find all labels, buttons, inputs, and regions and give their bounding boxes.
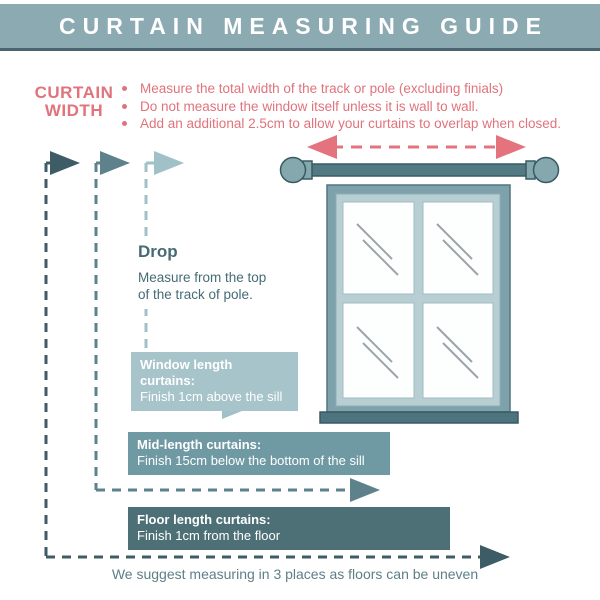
drop-title: Drop: [138, 242, 178, 261]
pole-finial-left: [281, 158, 306, 183]
window-length-title: Window length curtains:: [140, 357, 233, 388]
floor-length-body: Finish 1cm from the floor: [137, 528, 281, 543]
mid-length-box: [128, 432, 390, 475]
window-sill: [320, 412, 518, 423]
window-length-body: Finish 1cm above the sill: [140, 389, 283, 404]
page-title: CURTAIN MEASURING GUIDE: [59, 12, 548, 39]
floor-length-title: Floor length curtains:: [137, 512, 271, 527]
footer-note: We suggest measuring in 3 places as floors can be uneven: [111, 566, 479, 582]
window-illustration: [320, 185, 518, 423]
mid-length-body: Finish 15cm below the bottom of the sill: [137, 453, 365, 468]
drop-body-line2: of the track of pole.: [138, 286, 253, 302]
floor-length-box: [128, 507, 450, 550]
curtain-width-label-line1: CURTAIN: [34, 83, 114, 102]
mid-length-title: Mid-length curtains:: [137, 437, 262, 452]
pole-finial-right: [534, 158, 559, 183]
bullet-item: Do not measure the window itself unless it is wall to wall.: [114, 98, 584, 116]
bullet-item: Add an additional 2.5cm to allow your curtains to overlap when closed.: [114, 115, 584, 133]
curtain-pole: [281, 158, 559, 183]
curtain-width-label-line2: WIDTH: [44, 101, 104, 120]
drop-annotation: [134, 240, 272, 309]
drop-body-line1: Measure from the top: [138, 270, 267, 285]
bullet-item: Measure the total width of the track or pole (excluding finials): [114, 80, 584, 98]
window-length-box: [131, 352, 298, 411]
